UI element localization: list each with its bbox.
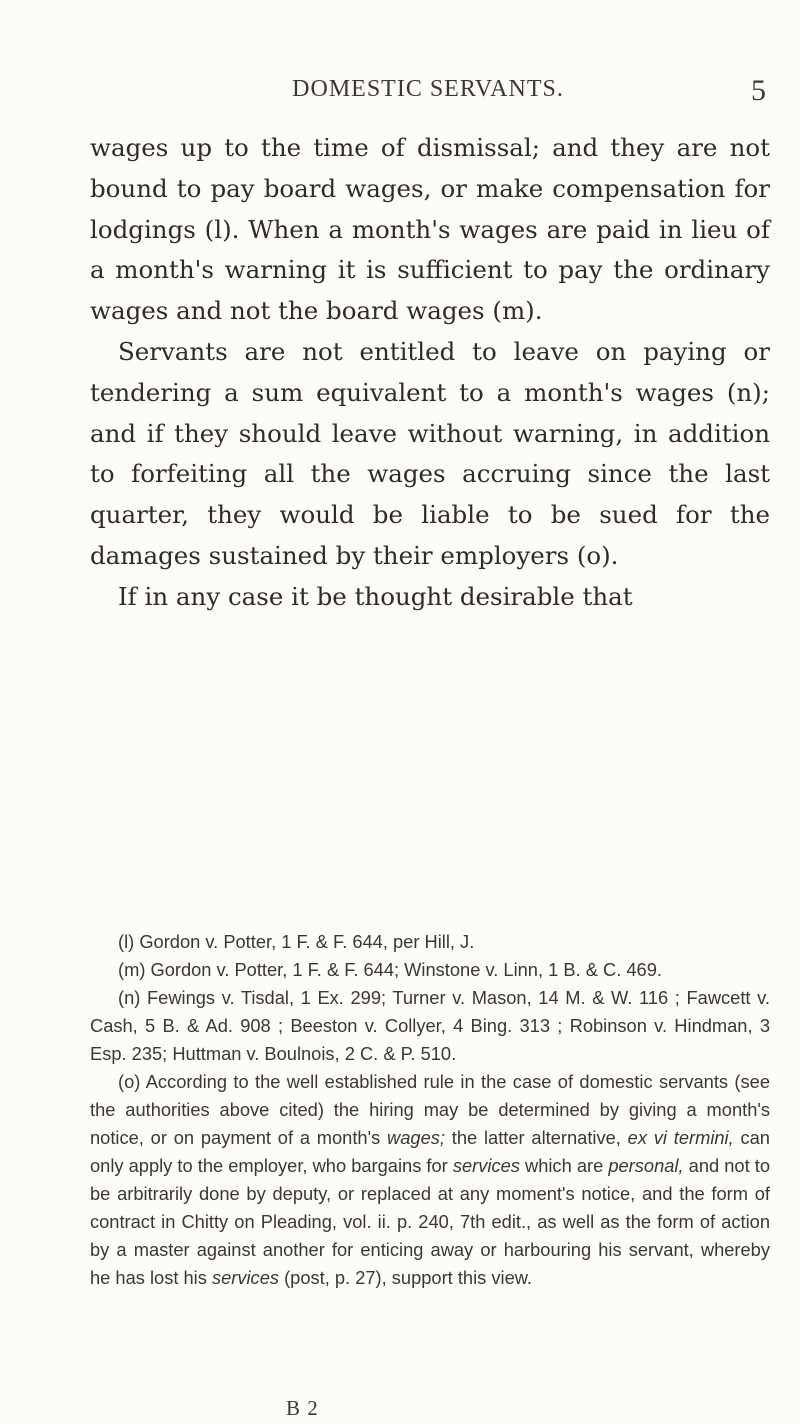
footnote-o-text-4: which are xyxy=(519,1155,609,1176)
paragraph-3: If in any case it be thought desirable that xyxy=(118,581,633,611)
footnote-o-italic-1: wages; xyxy=(387,1127,445,1148)
footnote-o-text-6: (post, p. 27), support this view. xyxy=(279,1267,533,1288)
footnote-o-italic-2: ex vi termini, xyxy=(627,1127,734,1148)
footnote-o-italic-5: services xyxy=(211,1267,279,1288)
main-text xyxy=(90,128,770,618)
footnote-m: (m) Gordon v. Potter, 1 F. & F. 644; Winstone v. Linn, 1 B. & C. 469. xyxy=(118,959,662,980)
footnote-o-text-5: and not to be arbitrarily done by deputy, or replaced at any moment's notice, and the form of contract in Chitty on Pleading, vol. ii. p. 240, 7th edit., as well as the form of action by a master against another for enticing away or harbouring his servant, whereby he has lost his xyxy=(90,1155,770,1288)
footnotes xyxy=(90,928,770,1292)
page-header xyxy=(90,76,766,110)
footnote-l: (l) Gordon v. Potter, 1 F. & F. 644, per Hill, J. xyxy=(118,931,475,952)
paragraph-1: wages up to the time of dismissal; and they are not bound to pay board wages, or make compensation for lodgings (l). When a month's wages are paid in lieu of a month's warning it is sufficient to pay the ordinary wages and not the board wages (m). xyxy=(90,133,770,326)
signature-mark: B 2 xyxy=(286,1396,319,1420)
footnote-o-text-2: the latter alternative, xyxy=(444,1127,628,1148)
page-number: 5 xyxy=(751,74,766,107)
footnote-o-text-3: can only apply to the employer, who bargains for xyxy=(90,1127,770,1176)
footnote-o-italic-3: services xyxy=(452,1155,520,1176)
footnote-o-text-1: (o) According to the well established rule in the case of domestic servants (see the authorities above cited) the hiring may be determined by giving a month's notice, or on payment of a month's xyxy=(90,1071,770,1148)
footnote-o xyxy=(90,1068,770,1292)
footnote-n: (n) Fewings v. Tisdal, 1 Ex. 299; Turner v. Mason, 14 M. & W. 116 ; Fawcett v. Cash, 5 B. & Ad. 908 ; Beeston v. Collyer, 4 Bing. 313 ; Robinson v. Hindman, 3 Esp. 235; Huttman v. Boulnois, 2 C. & P. 510. xyxy=(90,987,770,1064)
footnote-o-italic-4: personal, xyxy=(608,1155,684,1176)
paragraph-2: Servants are not entitled to leave on paying or tendering a sum equivalent to a month's wages (n); and if they should leave without warning, in addition to forfeiting all the wages accruing since the last quarter, they would be liable to be sued for the damages sustained by their employers (o). xyxy=(90,336,770,570)
running-head: DOMESTIC SERVANTS. xyxy=(292,76,564,102)
